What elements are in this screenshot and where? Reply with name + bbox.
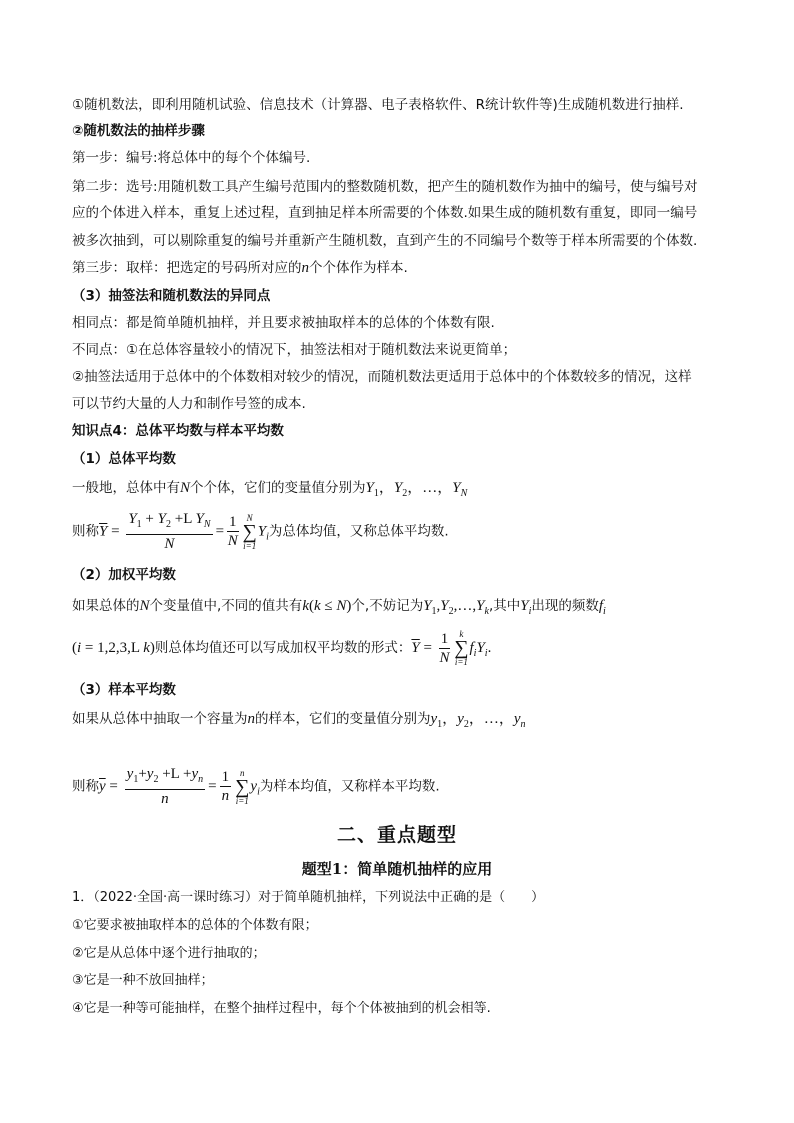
population-mean-formula: 则称$\overline{Y}$ = $\frac{Y_1 + Y_2 +L Y_N}{N}$ = $\frac{1}{N}$ N ∑ i=1 $Y_i$为总体均值，又称总体平均数. xyxy=(72,511,449,552)
option-3: ③它是一种不放回抽样； xyxy=(72,973,214,988)
sampling-steps-heading: ②随机数法的抽样步骤 xyxy=(72,123,205,139)
weighted-intro-e: 出现的频数 xyxy=(531,598,599,614)
knowledge-point-4-heading: 知识点4：总体平均数与样本平均数 xyxy=(72,423,284,439)
question-type-title: 题型1：简单随机抽样的应用 xyxy=(301,860,493,878)
weighted-intro-c: 个,不妨记为 xyxy=(351,598,424,614)
step-three xyxy=(72,258,408,278)
weighted-mean-heading: （2）加权平均数 xyxy=(72,567,176,583)
similarity-text: 相同点：都是简单随机抽样，并且要求被抽取样本的总体的个体数有限. xyxy=(72,315,495,331)
step-one: 第一步：编号:将总体中的每个个体编号. xyxy=(72,150,311,166)
random-number-method-paragraph: ①随机数法，即利用随机试验、信息技术（计算器、电子表格软件、R统计软件等)生成随机数进行抽样. xyxy=(72,97,684,113)
weighted-intro-b: 个变量值中,不同的值共有 xyxy=(149,598,303,614)
step-three-text-b: 个个体作为样本. xyxy=(309,260,408,276)
weighted-intro-d: ,其中 xyxy=(488,598,521,614)
sample-mean-b: 为样本均值，又称样本平均数. xyxy=(259,778,440,795)
difference-line-1: 不同点：①在总体容量较小的情况下，抽签法相对于随机数法来说更简单； xyxy=(72,342,517,358)
population-mean-fraction: $\frac{Y_1 + Y_2 +L Y_N}{N}$ xyxy=(128,511,211,552)
population-intro: 一般地，总体中有N个个体，它们的变量值分别为$Y_1$，$Y_2$，…，$Y_N$ xyxy=(72,480,468,499)
question-1: 1．（2022·全国·高一课时练习）对于简单随机抽样，下列说法中正确的是（ ） xyxy=(72,890,545,905)
difference-line-2: ②抽签法适用于总体中的个体数相对较少的情况，而随机数法更适用于总体中的个体数较多的情况，这样 xyxy=(72,369,692,385)
step-two-line-3: 被多次抽到，可以剔除重复的编号并重新产生随机数，直到产生的不同编号个数等于样本所需要的个体数. xyxy=(72,233,698,249)
step-three-text-a: 第三步：取样：把选定的号码所对应的 xyxy=(72,260,302,276)
step-three-var: n xyxy=(301,260,309,276)
option-4: ④它是一种等可能抽样，在整个抽样过程中，每个个体被抽到的机会相等. xyxy=(72,1001,491,1016)
population-intro-b: 个个体，它们的变量值分别为 xyxy=(190,480,366,496)
step-two-line-1: 第二步：选号:用随机数工具产生编号范围内的整数随机数，把产生的随机数作为抽中的编号，使与编号对 xyxy=(72,179,698,195)
population-mean-b: 为总体均值，又称总体平均数. xyxy=(268,523,449,540)
sample-intro: 如果从总体中抽取一个容量为n的样本，它们的变量值分别为$y_1$，$y_2$，…，$y_n$ xyxy=(72,711,526,730)
population-mean-a: 则称 xyxy=(72,523,99,540)
sample-mean-a: 则称 xyxy=(72,778,99,795)
sample-intro-b: 的样本，它们的变量值分别为 xyxy=(255,711,431,727)
step-two-line-2: 应的个体进入样本，重复上述过程，直到抽足样本所需要的个体数.如果生成的随机数有重复，即同一编号 xyxy=(72,205,698,221)
population-mean-heading: （1）总体平均数 xyxy=(72,451,176,467)
difference-line-3: 可以节约大量的人力和制作号签的成本. xyxy=(72,396,306,412)
weighted-intro-a: 如果总体的 xyxy=(72,598,140,614)
weighted-mean-formula: (i = 1,2,3,L k)则总体均值还可以写成加权平均数的形式：$\overline{Y}$ = $\frac{1}{N}$ k ∑ i=1 $f_iY_i$. xyxy=(72,629,492,667)
weighted-intro: 如果总体的N个变量值中,不同的值共有k(k ≤ N)个,不妨记为$Y_1,Y_2,\dots,Y_k$,其中$Y_i$出现的频数$f_i$ xyxy=(72,598,606,617)
option-2: ②它是从总体中逐个进行抽取的； xyxy=(72,946,266,961)
sample-intro-a: 如果从总体中抽取一个容量为 xyxy=(72,711,248,727)
comparison-heading: （3）抽签法和随机数法的异同点 xyxy=(72,288,271,304)
population-intro-a: 一般地，总体中有 xyxy=(72,480,180,496)
weighted-formula-a: 则总体均值还可以写成加权平均数的形式： xyxy=(154,640,412,656)
section-title: 二、重点题型 xyxy=(336,824,457,846)
sample-mean-heading: （3）样本平均数 xyxy=(72,682,176,698)
option-1: ①它要求被抽取样本的总体的个体数有限； xyxy=(72,918,318,933)
sample-mean-formula: 则称$\overline{y}$ = $\frac{y_1+y_2 +L +y_n}{n}$ = $\frac{1}{n}$ n ∑ i=1 $y_i$为样本均值，又称样本平均数. xyxy=(72,766,440,807)
